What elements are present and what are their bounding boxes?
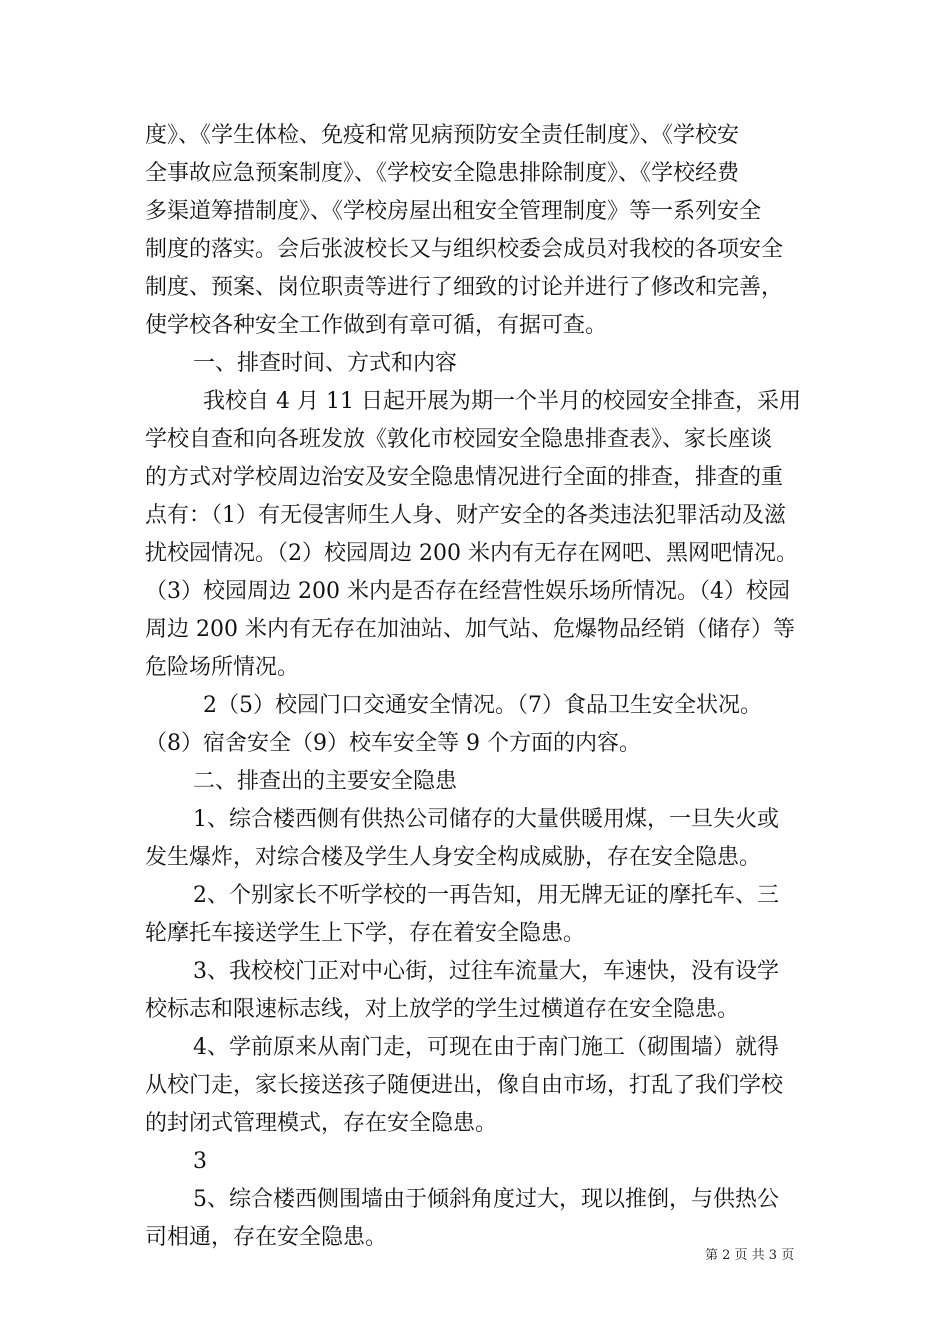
text-line: 点有：（1）有无侵害师生人身、财产安全的各类违法犯罪活动及滋 [145,503,786,528]
text-line: 学校自查和向各班发放《敦化市校园安全隐患排查表》、家长座谈 [145,427,773,452]
text-line: （8）宿舍安全（9）校车安全等 9 个方面的内容。 [145,731,641,756]
text-line: 制度、预案、岗位职责等进行了细致的讨论并进行了修改和完善， [145,275,784,300]
text-line: 2、个别家长不听学校的一再告知，用无牌无证的摩托车、三 [193,883,779,908]
text-line: 4、学前原来从南门走，可现在由于南门施工（砌围墙）就得 [193,1035,779,1060]
text-line: 1、综合楼西侧有供热公司储存的大量供暖用煤，一旦失火或 [193,807,779,832]
text-line: 扰校园情况。（2）校园周边 200 米内有无存在网吧、黑网吧情况。 [145,541,798,566]
section-heading: 二、排查出的主要安全隐患 [193,769,458,794]
text-line: 我校自 4 月 11 日起开展为期一个半月的校园安全排查，采用 [203,389,801,414]
text-line: 5、综合楼西侧围墙由于倾斜角度过大，现以推倒，与供热公 [193,1187,779,1212]
text-line: 发生爆炸，对综合楼及学生人身安全构成威胁，存在安全隐患。 [145,845,762,870]
text-line: 周边 200 米内有无存在加油站、加气站、危爆物品经销（储存）等 [145,617,795,642]
text-line: 度》、《学生体检、免疫和常见病预防安全责任制度》、《学校安 [145,123,740,148]
text-line: 校标志和限速标志线，对上放学的学生过横道存在安全隐患。 [145,997,740,1022]
text-line: 的封闭式管理模式，存在安全隐患。 [145,1111,498,1136]
page-footer: 第 2 页 共 3 页 [705,1248,795,1263]
text-line: 全事故应急预案制度》、《学校安全隐患排除制度》、《学校经费 [145,161,740,186]
text-line: 轮摩托车接送学生上下学，存在着安全隐患。 [145,921,586,946]
text-line: 使学校各种安全工作做到有章可循，有据可查。 [145,313,608,338]
text-line: 危险场所情况。 [145,655,300,680]
section-heading: 一、排查时间、方式和内容 [193,351,458,376]
text-line: 的方式对学校周边治安及安全隐患情况进行全面的排查，排查的重 [145,465,784,490]
text-line: 3、我校校门正对中心街，过往车流量大，车速快，没有设学 [193,959,779,984]
inline-page-number: 3 [193,1149,207,1174]
text-line: 司相通，存在安全隐患。 [145,1225,388,1250]
text-line: 多渠道筹措制度》、《学校房屋出租安全管理制度》等一系列安全 [145,199,762,224]
text-line: （3）校园周边 200 米内是否存在经营性娱乐场所情况。（4）校园 [145,579,790,604]
text-line: 2（5）校园门口交通安全情况。（7）食品卫生安全状况。 [203,693,762,718]
text-line: 制度的落实。会后张波校长又与组织校委会成员对我校的各项安全 [145,237,784,262]
text-line: 从校门走，家长接送孩子随便进出，像自由市场，打乱了我们学校 [145,1073,784,1098]
